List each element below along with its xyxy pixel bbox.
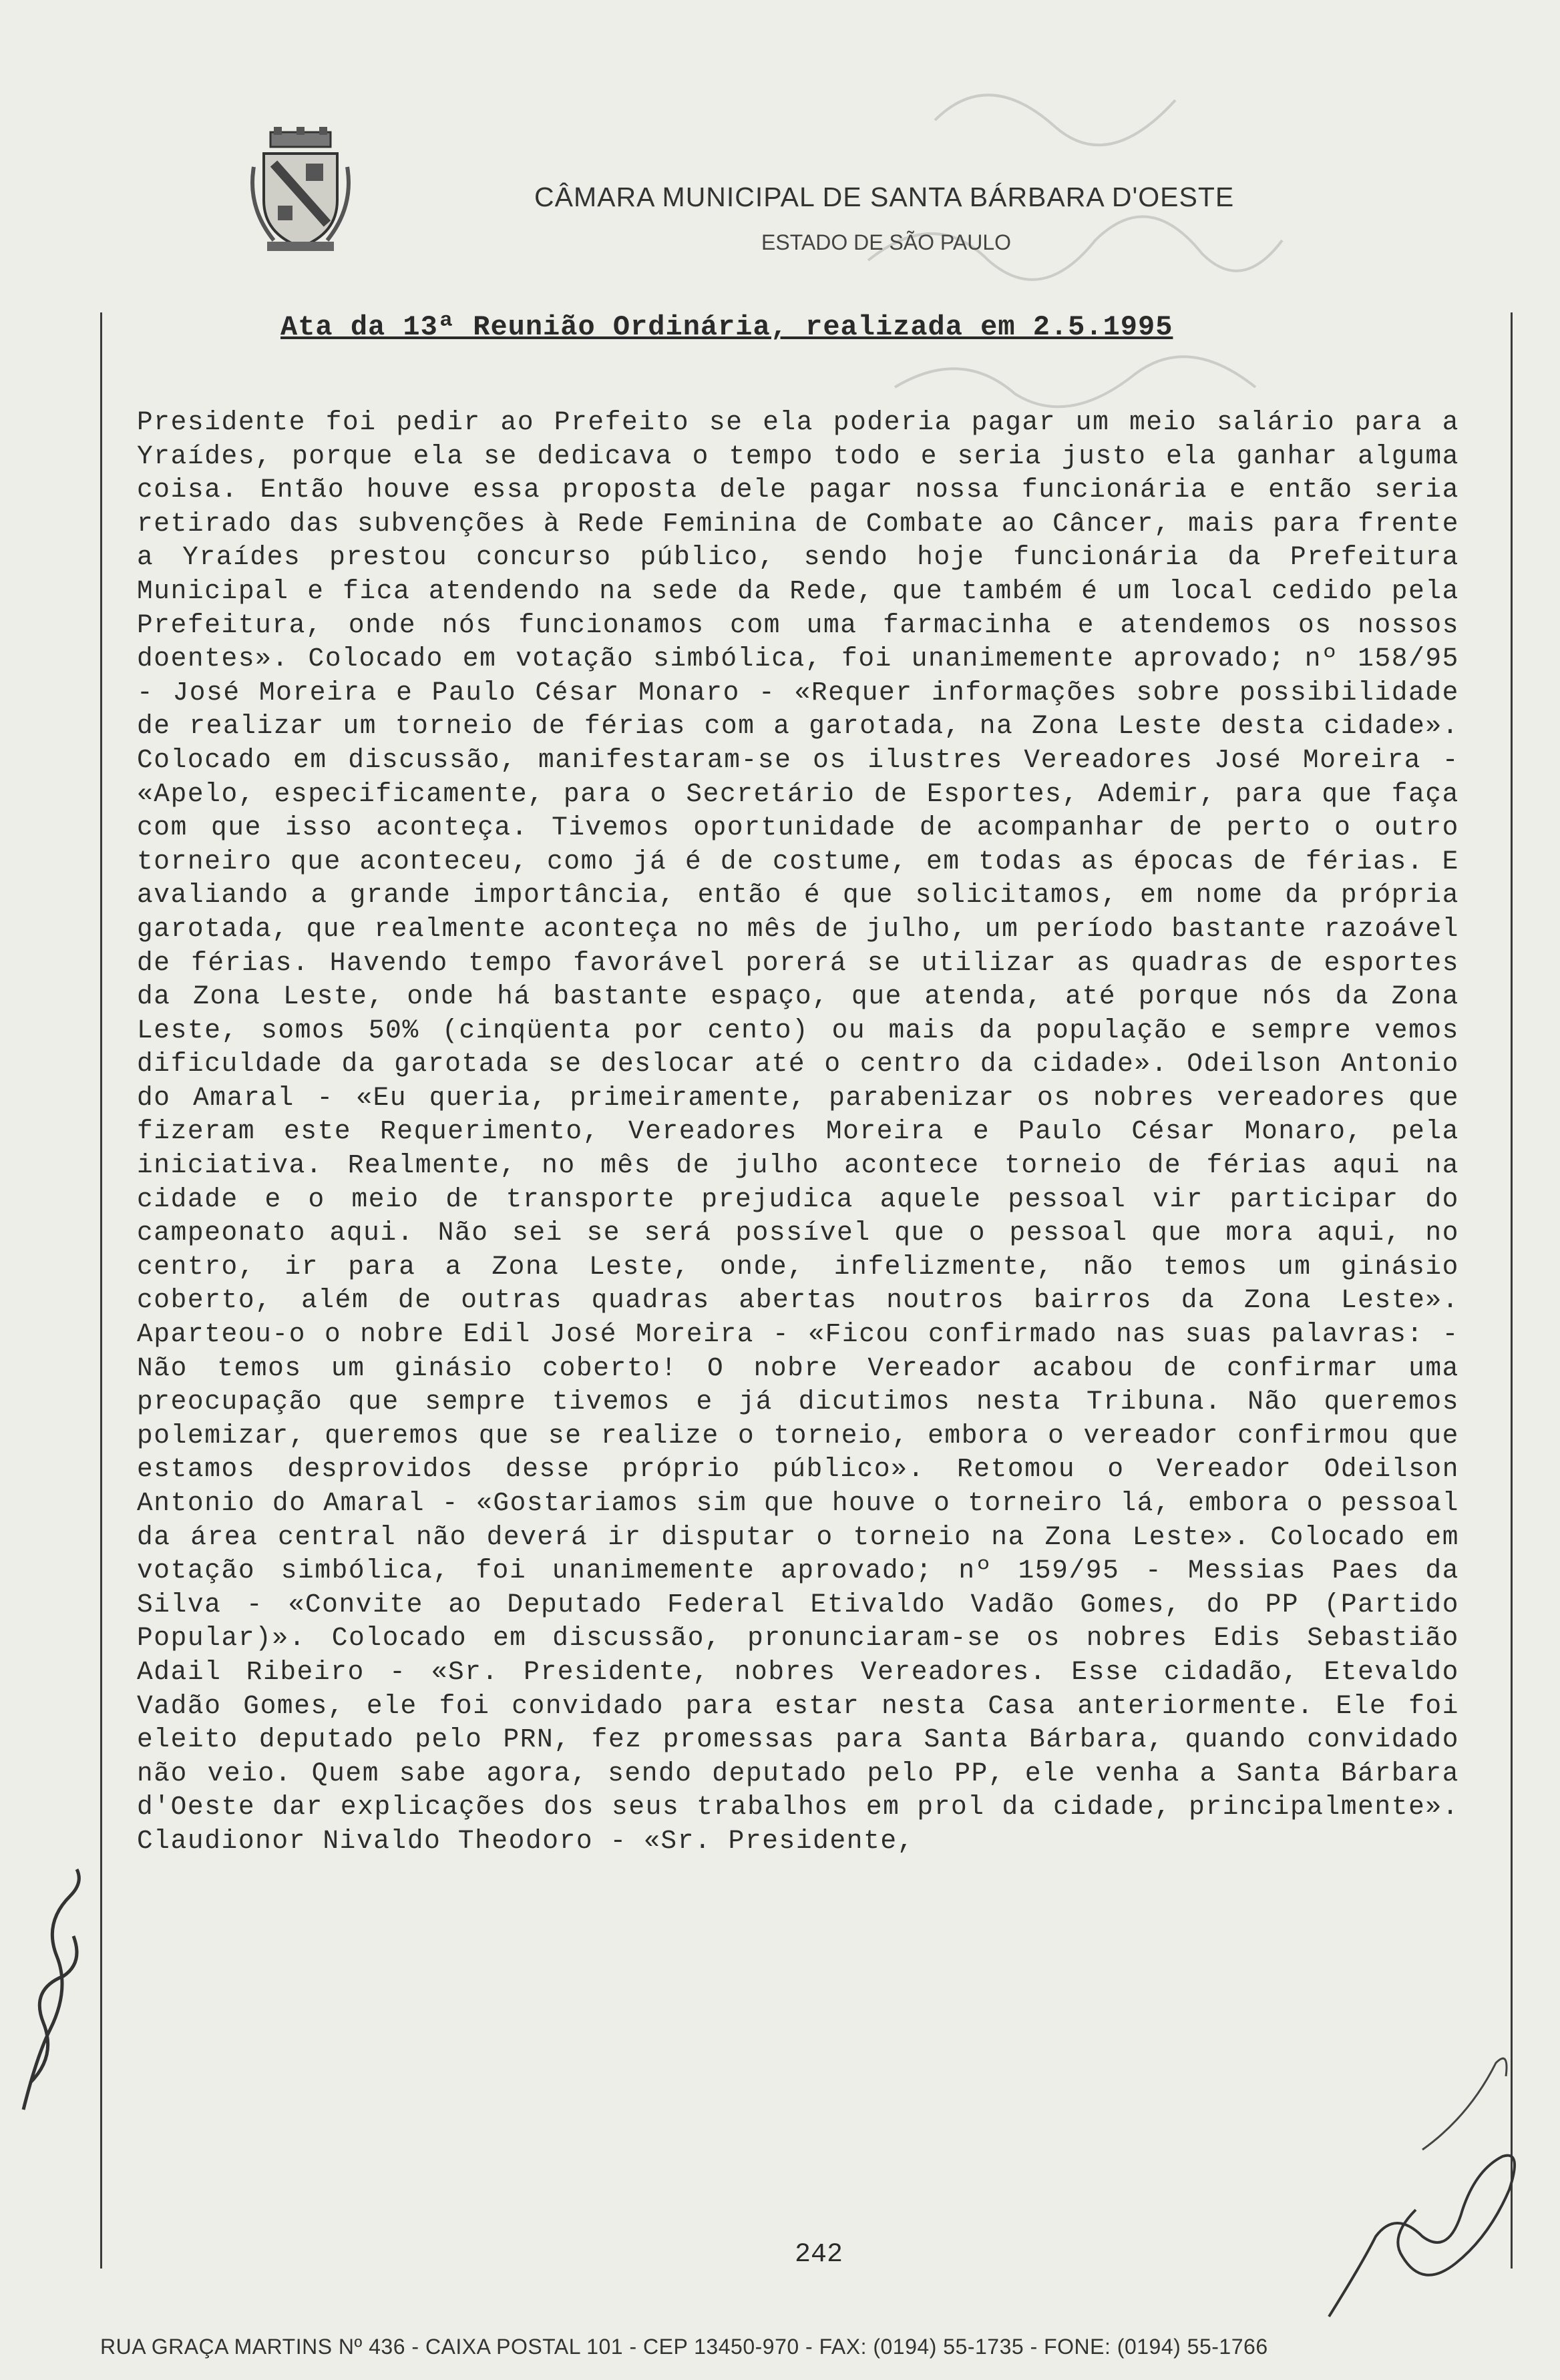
- right-margin-line: [1511, 312, 1513, 2269]
- footer-address: RUA GRAÇA MARTINS Nº 436 - CAIXA POSTAL 101 - CEP 13450-970 - FAX: (0194) 55-1735 - FONE: (0194) 55-1766: [100, 2335, 1268, 2359]
- minutes-body: [137, 406, 1459, 1859]
- state-name: ESTADO DE SÃO PAULO: [761, 230, 1012, 254]
- faint-signatures-watermark: [855, 40, 1296, 441]
- page-number: 242: [795, 2240, 843, 2270]
- coat-of-arms-icon: [247, 127, 354, 254]
- minutes-paragraph: Presidente foi pedir ao Prefeito se ela poderia pagar um meio salário para a Yraídes, porque ela se dedicava o tempo todo e seria justo ela ganhar alguma coisa. Então houve essa proposta dele pagar nossa funcionária e então seria retirado das subvenções à Rede Feminina de Combate ao Câncer, mais para frente a Yraídes prestou concurso público, sendo hoje funcionária da Prefeitura Municipal e fica atendendo na sede da Rede, que também é um local cedido pela Prefeitura, onde nós funcionamos com uma farmacinha e atendemos os nossos doentes». Colocado em votação simbólica, foi unanimemente aprovado; nº 158/95 - José Moreira e Paulo César Monaro - «Requer informações sobre possibilidade de realizar um torneio de férias com a garotada, na Zona Leste desta cidade». Colocado em discussão, manifestaram-se os ilustres Vereadores José Moreira - «Apelo, especificamente, para o Secretário de Esportes, Ademir, para que faça com que isso aconteça. Tivemos oportunidade de acompanhar de perto o outro torneiro que aconteceu, como já é de costume, em todas as épocas de férias. E avaliando a grande importância, então é que solicitamos, em nome da própria garotada, que realmente aconteça no mês de julho, um período bastante razoável de férias. Havendo tempo favorável porerá se utilizar as quadras de esportes da Zona Leste, onde há bastante espaço, que atenda, até porque nós da Zona Leste, somos 50% (cinqüenta por cento) ou mais da população e sempre vemos dificuldade da garotada se deslocar até o centro da cidade». Odeilson Antonio do Amaral - «Eu queria, primeiramente, parabenizar os nobres vereadores que fizeram este Requerimento, Vereadores Moreira e Paulo César Monaro, pela iniciativa. Realmente, no mês de julho acontece torneio de férias aqui na cidade e o meio de transporte prejudica aquele pessoal vir participar do campeonato aqui. Não sei se será possível que o pessoal que mora aqui, no centro, ir para a Zona Leste, onde, infelizmente, não temos um ginásio coberto, além de outras quadras abertas noutros bairros da Zona Leste». Aparteou-o o nobre Edil José Moreira - «Ficou confirmado nas suas palavras: - Não temos um ginásio coberto! O nobre Vereador acabou de confirmar uma preocupação que sempre tivemos e já dicutimos nesta Tribuna. Não queremos polemizar, queremos que se realize o torneio, embora o vereador confirmou que estamos desprovidos desse próprio público». Retomou o Vereador Odeilson Antonio do Amaral - «Gostariamos sim que houve o torneiro lá, embora o pessoal da área central não deverá ir disputar o torneio na Zona Leste». Colocado em votação simbólica, foi unanimemente aprovado; nº 159/95 - Messias Paes da Silva - «Convite ao Deputado Federal Etivaldo Vadão Gomes, do PP (Partido Popular)». Colocado em discussão, pronunciaram-se os nobres Edis Sebastião Adail Ribeiro - «Sr. Presidente, nobres Vereadores. Esse cidadão, Etevaldo Vadão Gomes, ele foi convidado para estar nesta Casa anteriormente. Ele foi eleito deputado pelo PRN, fez promessas para Santa Bárbara, quando convidado não veio. Quem sabe agora, sendo deputado pelo PP, ele venha a Santa Bárbara d'Oeste dar explicações dos seus trabalhos em prol da cidade, principalmente». Claudionor Nivaldo Theodoro - «Sr. Presidente,: [137, 407, 1459, 1856]
- minutes-title: Ata da 13ª Reunião Ordinária, realizada em 2.5.1995: [280, 311, 1173, 343]
- council-name: CÂMARA MUNICIPAL DE SANTA BÁRBARA D'OESTE: [534, 182, 1235, 212]
- left-margin-line: [100, 312, 102, 2269]
- handwritten-signature-left: [10, 1856, 97, 2123]
- handwritten-signature-right: [1322, 2036, 1529, 2343]
